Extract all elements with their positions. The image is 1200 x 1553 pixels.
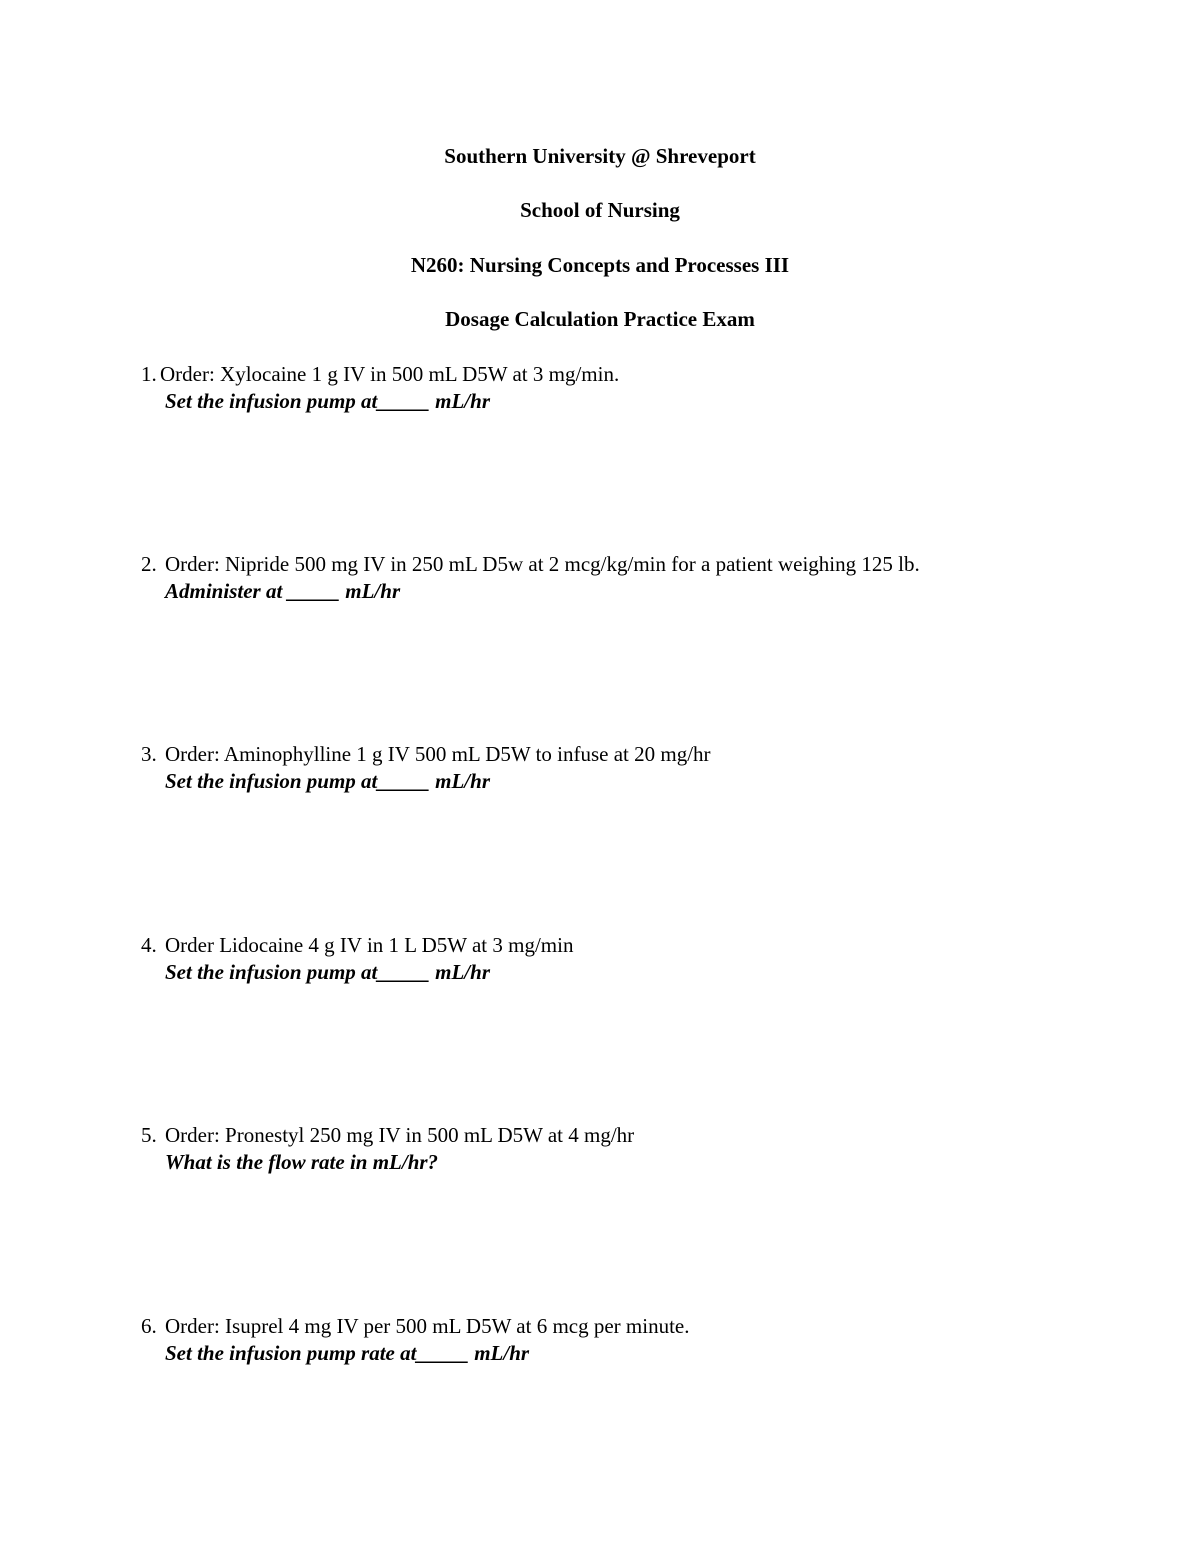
question-order: Order Lidocaine 4 g IV in 1 L D5W at 3 mg/min: [165, 933, 574, 957]
question-order: Order: Pronestyl 250 mg IV in 500 mL D5W at 4 mg/hr: [165, 1123, 635, 1147]
question-number: 4.: [141, 933, 157, 957]
question-order: Order: Isuprel 4 mg IV per 500 mL D5W at 6 mcg per minute.: [165, 1314, 690, 1338]
question-5: [141, 1122, 1141, 1176]
question-number: 2.: [141, 552, 157, 576]
question-3: [141, 741, 1141, 795]
question-number: 1.: [141, 362, 157, 386]
question-prompt: Administer at _____ mL/hr: [165, 579, 401, 603]
question-2: [141, 551, 1141, 605]
question-1: [141, 361, 1141, 415]
question-order: Order: Nipride 500 mg IV in 250 mL D5w at 2 mcg/kg/min for a patient weighing 125 lb.: [165, 552, 920, 576]
exam-title: Dosage Calculation Practice Exam: [445, 307, 755, 331]
school-heading: School of Nursing: [520, 198, 680, 222]
question-order: Order: Xylocaine 1 g IV in 500 mL D5W at 3 mg/min.: [160, 362, 620, 386]
question-4: [141, 932, 1141, 986]
question-prompt: What is the flow rate in mL/hr?: [165, 1150, 439, 1174]
institution-heading: Southern University @ Shreveport: [444, 144, 756, 168]
question-number: 5.: [141, 1123, 157, 1147]
question-prompt: Set the infusion pump at_____ mL/hr: [165, 769, 490, 793]
question-order: Order: Aminophylline 1 g IV 500 mL D5W to infuse at 20 mg/hr: [165, 742, 711, 766]
question-order-line: [141, 1122, 1141, 1149]
question-order-line: [141, 1313, 1141, 1340]
question-prompt: Set the infusion pump rate at_____ mL/hr: [165, 1341, 530, 1365]
course-heading: N260: Nursing Concepts and Processes III: [410, 253, 790, 277]
question-number: 3.: [141, 742, 157, 766]
question-order-line: [141, 932, 1141, 959]
question-order-line: [141, 361, 1141, 388]
question-prompt: Set the infusion pump at_____ mL/hr: [165, 960, 490, 984]
question-prompt: Set the infusion pump at_____ mL/hr: [165, 389, 490, 413]
question-order-line: [141, 741, 1141, 768]
question-order-line: [141, 551, 1141, 578]
question-6: [141, 1313, 1141, 1367]
question-number: 6.: [141, 1314, 157, 1338]
